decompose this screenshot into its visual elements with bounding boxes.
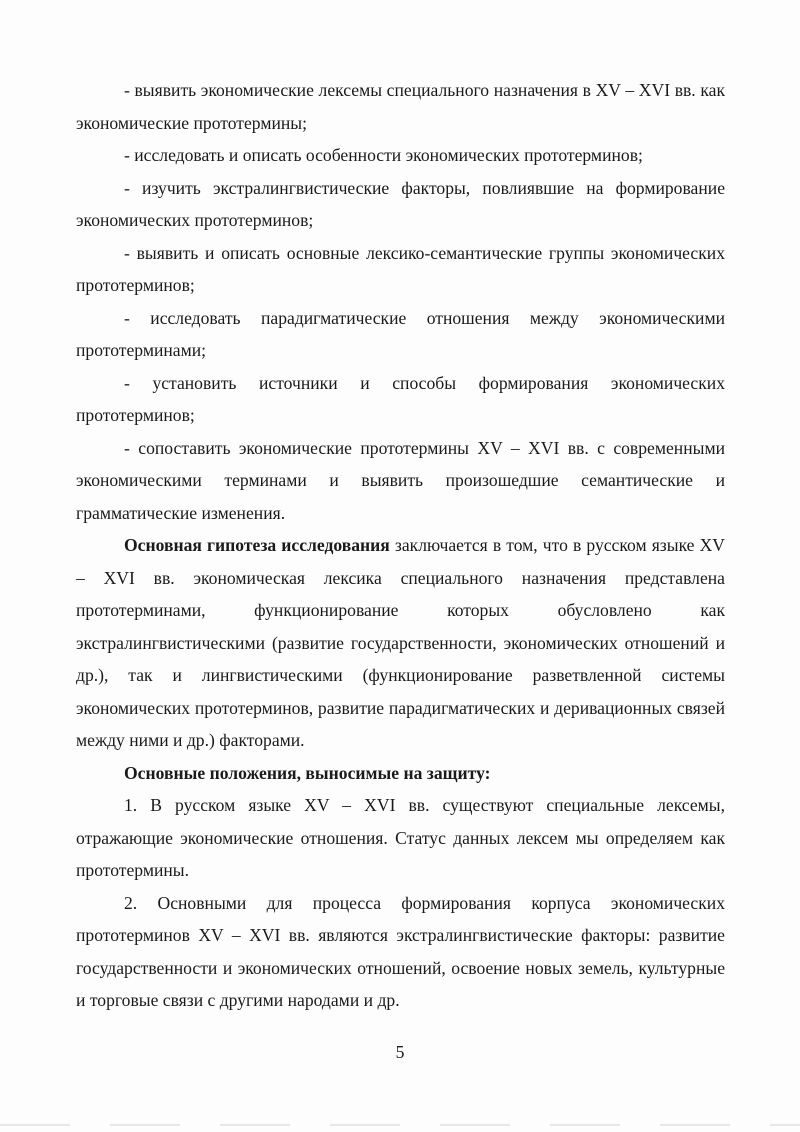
provision-item: 2. Основными для процесса формирования корпуса экономических прототерминов XV – XVI вв. являются экстралингвистические факторы: развитие государственности и экономических отношений, освоение новых земель, культурные и торговые связи с другими народами и др.: [76, 892, 725, 1010]
scan-edge-divider: [0, 1124, 800, 1126]
task-item: - изучить экстралингвистические факторы, повлиявшие на формирование экономических прототерминов;: [76, 177, 725, 230]
provisions-heading: Основные положения, выносимые на защиту:: [124, 762, 491, 783]
task-item: - исследовать и описать особенности экономических прототерминов;: [124, 145, 643, 165]
task-item: - выявить и описать основные лексико-семантические группы экономических прототерминов;: [76, 242, 725, 295]
page-number: 5: [395, 1042, 405, 1062]
task-item: - исследовать парадигматические отношения между экономическими прототерминами;: [76, 307, 725, 360]
task-item: - установить источники и способы формирования экономических прототерминов;: [76, 372, 725, 425]
hypothesis-text: заключается в том, что в русском языке XV – XVI вв. экономическая лексика специального назначения представлена прототерминами, функционирование которых обусловлено как экстралингвистическими (развитие государственности, экономических отношений и др.), так и лингвистическими (функционирование разветвленной системы экономических прототерминов, развитие парадигматических и деривационных связей между ними и др.) факторами.: [76, 535, 725, 750]
document-body: [76, 74, 725, 1017]
task-item: - сопоставить экономические прототермины XV – XVI вв. с современными экономическими терминами и выявить произошедшие семантические и грамматические изменения.: [76, 437, 725, 523]
hypothesis-paragraph: [76, 529, 725, 757]
provision-item: 1. В русском языке XV – XVI вв. существуют специальные лексемы, отражающие экономические отношения. Статус данных лексем мы определяем как прототермины.: [76, 795, 725, 880]
task-item: - выявить экономические лексемы специального назначения в XV – XVI вв. как экономические прототермины;: [76, 80, 725, 133]
hypothesis-lead: Основная гипотеза исследования: [124, 535, 390, 555]
